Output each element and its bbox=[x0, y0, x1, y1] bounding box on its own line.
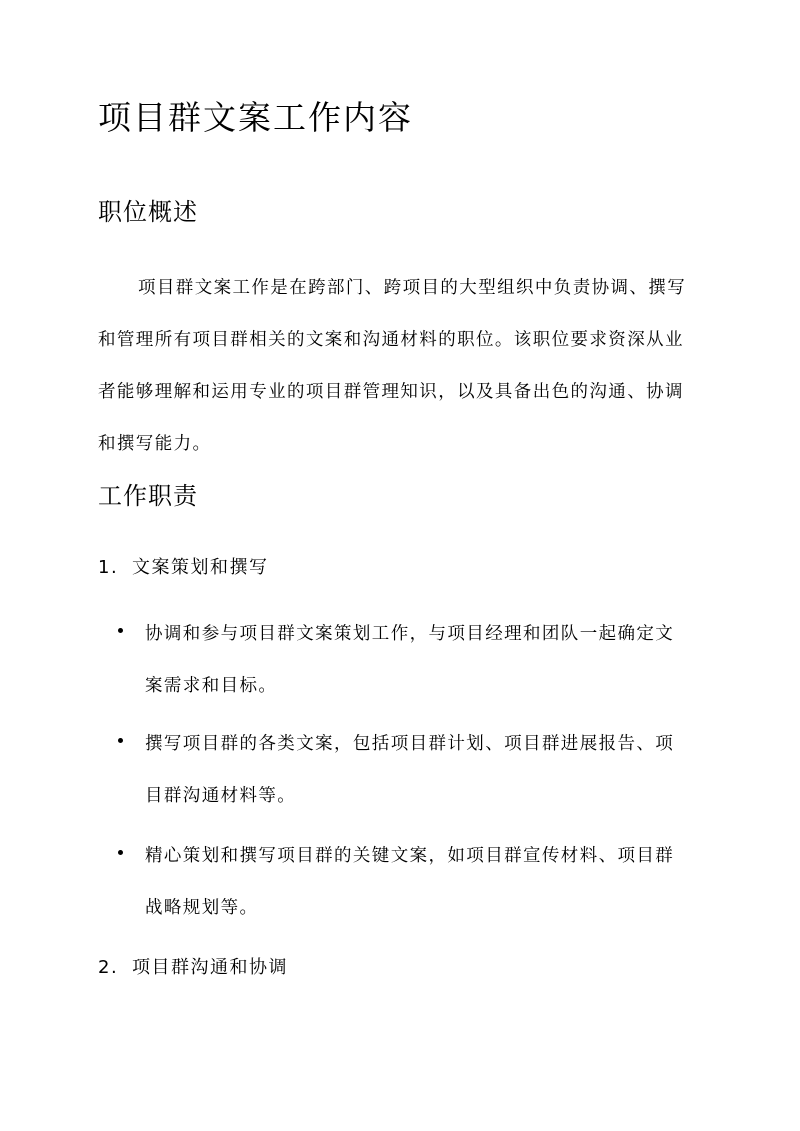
duty-heading-2 bbox=[98, 954, 288, 982]
bullet-text: 精心策划和撰写项目群的关键文案，如项目群宣传材料、项目群战略规划等。 bbox=[145, 846, 675, 918]
bullet-text: 协调和参与项目群文案策划工作，与项目经理和团队一起确定文案需求和目标。 bbox=[145, 624, 675, 696]
overview-paragraph: 项目群文案工作是在跨部门、跨项目的大型组织中负责协调、撰写和管理所有项目群相关的文案和沟通材料的职位。该职位要求资深从业者能够理解和运用专业的项目群管理知识，以及具备出色的沟通、协调和撰写能力。 bbox=[98, 278, 687, 454]
list-item bbox=[145, 608, 690, 712]
section-heading-overview: 职位概述 bbox=[98, 198, 198, 226]
duty-label: 文案策划和撰写 bbox=[132, 557, 269, 578]
bullet-dot-icon bbox=[118, 628, 123, 633]
duty-number: 2. bbox=[98, 957, 119, 978]
bullet-text: 撰写项目群的各类文案，包括项目群计划、项目群进展报告、项目群沟通材料等。 bbox=[145, 734, 675, 806]
bullet-dot-icon bbox=[118, 850, 123, 855]
duty-number: 1. bbox=[98, 557, 119, 578]
page-title: 项目群文案工作内容 bbox=[98, 98, 413, 137]
section-heading-duties: 工作职责 bbox=[98, 482, 198, 510]
duty-label: 项目群沟通和协调 bbox=[132, 957, 288, 978]
list-item bbox=[145, 718, 690, 822]
list-item bbox=[145, 830, 690, 934]
bullet-dot-icon bbox=[118, 738, 123, 743]
duty-heading-1 bbox=[98, 554, 269, 582]
